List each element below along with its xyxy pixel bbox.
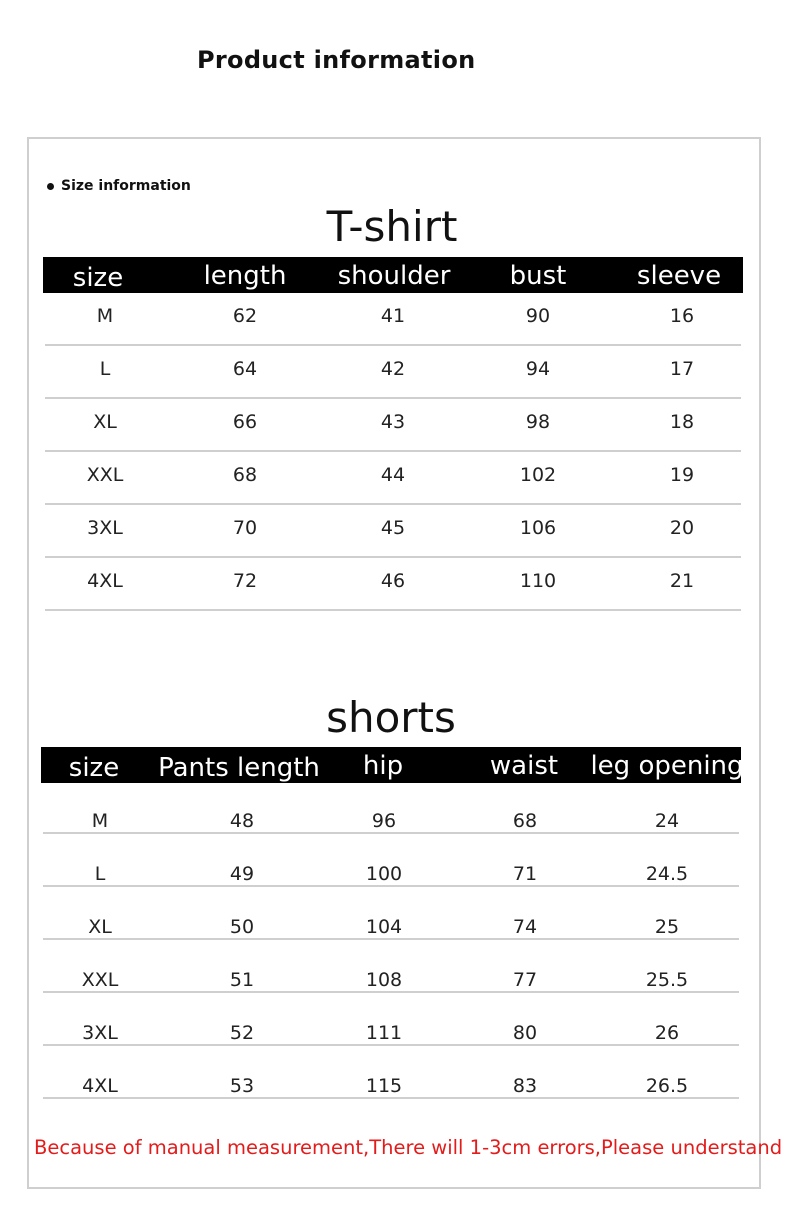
table-row (45, 346, 741, 399)
table-row (45, 452, 741, 505)
table-cell: 96 (371, 810, 397, 832)
table-cell: 3XL (82, 1022, 118, 1044)
table-cell: 25.5 (645, 969, 689, 991)
table-cell: L (99, 358, 111, 380)
table-cell: 17 (669, 358, 695, 380)
table-cell: 100 (365, 863, 403, 885)
shorts-table-title: shorts (326, 693, 456, 742)
table-cell: 45 (380, 517, 406, 539)
table-cell: 21 (669, 570, 695, 592)
table-cell: 19 (669, 464, 695, 486)
table-cell: 71 (512, 863, 538, 885)
table-cell: 62 (232, 305, 258, 327)
table-cell: 70 (232, 517, 258, 539)
table-row (45, 558, 741, 611)
shorts-header-waist: waist (489, 751, 559, 781)
table-row (43, 781, 739, 834)
table-cell: 26 (654, 1022, 680, 1044)
table-cell: 83 (512, 1075, 538, 1097)
table-cell: 48 (229, 810, 255, 832)
table-cell: 108 (365, 969, 403, 991)
table-cell: M (96, 305, 114, 327)
table-cell: L (94, 863, 106, 885)
tshirt-header-sleeve: sleeve (636, 261, 722, 291)
tshirt-header-size: size (72, 263, 124, 293)
table-row (43, 940, 739, 993)
table-cell: 20 (669, 517, 695, 539)
table-cell: 42 (380, 358, 406, 380)
table-row (45, 399, 741, 452)
section-label: Size information (61, 178, 191, 194)
table-cell: 52 (229, 1022, 255, 1044)
table-cell: 115 (365, 1075, 403, 1097)
table-cell: 68 (512, 810, 538, 832)
table-cell: 90 (525, 305, 551, 327)
table-cell: 110 (519, 570, 557, 592)
table-cell: 77 (512, 969, 538, 991)
table-cell: 102 (519, 464, 557, 486)
shorts-header-pants-length: Pants length (158, 753, 320, 783)
tshirt-header-length: length (203, 261, 287, 291)
table-cell: 74 (512, 916, 538, 938)
tshirt-header-shoulder: shoulder (337, 261, 451, 291)
table-cell: 111 (365, 1022, 403, 1044)
table-cell: 24 (654, 810, 680, 832)
table-cell: 4XL (82, 1075, 118, 1097)
shorts-header-leg-opening: leg opening (590, 751, 744, 781)
table-cell: M (91, 810, 109, 832)
table-cell: 53 (229, 1075, 255, 1097)
table-cell: 50 (229, 916, 255, 938)
table-cell: 44 (380, 464, 406, 486)
table-cell: 26.5 (645, 1075, 689, 1097)
table-cell: 80 (512, 1022, 538, 1044)
shorts-header-hip: hip (362, 751, 404, 781)
table-cell: 46 (380, 570, 406, 592)
table-cell: 66 (232, 411, 258, 433)
tshirt-table-header (43, 257, 743, 293)
table-cell: 16 (669, 305, 695, 327)
table-cell: 25 (654, 916, 680, 938)
table-row (43, 887, 739, 940)
section-heading (47, 176, 191, 196)
table-row (45, 505, 741, 558)
table-cell: 24.5 (645, 863, 689, 885)
table-cell: 4XL (87, 570, 123, 592)
table-cell: XL (88, 916, 112, 938)
table-cell: 51 (229, 969, 255, 991)
bullet-icon (47, 183, 54, 190)
tshirt-table-title: T-shirt (326, 202, 458, 251)
table-cell: 49 (229, 863, 255, 885)
table-cell: 94 (525, 358, 551, 380)
table-row (43, 993, 739, 1046)
table-cell: 104 (365, 916, 403, 938)
row-divider (45, 609, 741, 611)
table-cell: XL (93, 411, 117, 433)
shorts-table-header (41, 747, 744, 783)
table-cell: 3XL (87, 517, 123, 539)
table-cell: 18 (669, 411, 695, 433)
page-title: Product information (197, 46, 476, 74)
table-cell: 64 (232, 358, 258, 380)
tshirt-header-bust: bust (509, 261, 567, 291)
table-cell: 106 (519, 517, 557, 539)
table-cell: 41 (380, 305, 406, 327)
table-cell: 43 (380, 411, 406, 433)
table-cell: XXL (81, 969, 119, 991)
measurement-note: Because of manual measurement,There will 1-3cm errors,Please understand (34, 1136, 783, 1159)
row-divider (43, 1097, 739, 1099)
table-row (43, 834, 739, 887)
table-cell: 98 (525, 411, 551, 433)
table-row (45, 293, 741, 346)
table-cell: 68 (232, 464, 258, 486)
table-row (43, 1046, 739, 1099)
shorts-header-size: size (68, 753, 120, 783)
table-cell: XXL (86, 464, 124, 486)
table-cell: 72 (232, 570, 258, 592)
